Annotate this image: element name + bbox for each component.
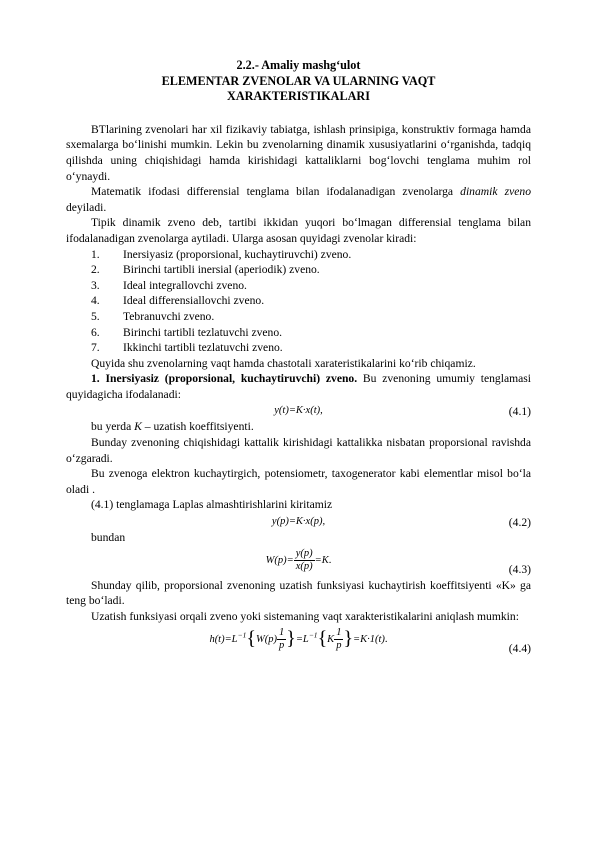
- paragraph-examples: Bu zvenoga elektron kuchaytirgich, potensiometr, taxogenerator kabi elementlar misol bo‘la oladi .: [66, 467, 531, 496]
- equation-4-3: [66, 546, 531, 578]
- paragraph-where: bu yerda K – uzatish koeffitsiyenti.: [91, 420, 254, 434]
- equation-formula: y(t)=K·x(t),: [274, 405, 323, 417]
- list-item: 6. Birinchi tartibli tezlatuvchi zveno.: [91, 325, 283, 339]
- list-item: 5. Tebranuvchi zveno.: [91, 309, 215, 323]
- heading-line-3: XARAKTERISTIKALARI: [227, 89, 370, 104]
- equation-4-1: [66, 402, 531, 419]
- zveno-list: [66, 247, 531, 356]
- equation-formula: W(p)= $\frac{y(p)}{x(p)}$ =K.: [265, 547, 332, 572]
- equation-number: (4.4): [508, 642, 531, 656]
- equation-number: (4.1): [508, 405, 531, 419]
- paragraph-laplace: (4.1) tenglamaga Laplas almashtirishlarini kiritamiz: [91, 498, 333, 512]
- equation-4-4: [66, 624, 531, 660]
- paragraph-section-1: 1. Inersiyasiz (proporsional, kuchaytiruvchi) zveno. Bu zvenoning umumiy tenglamasi quyidagicha ifodalanadi:: [66, 372, 531, 401]
- list-item: 3. Ideal integrallovchi zveno.: [91, 278, 247, 292]
- paragraph-conclusion: Shunday qilib, proporsional zvenoning uzatish funksiyasi kuchaytirish koeffitsiyenti «K» ga teng bo‘ladi.: [66, 578, 531, 608]
- section-heading: [66, 58, 531, 105]
- document-page: [66, 58, 531, 660]
- paragraph-typical: Tipik dinamik zveno deb, tartibi ikkidan yuqori bo‘lmagan differensial tenglama bilan ifodalanadigan zvenolarga aytiladi. Ularga asosan quyidagi zvenolar kiradi:: [66, 216, 531, 245]
- equation-formula: y(p)=K·x(p),: [271, 516, 326, 528]
- equation-formula: $h(t)=L^{-1}\{W(p)$ $\frac{1}{p}$ }$=L^{-1}\{K$ $\frac{1}{p}$ }=K·1(t).: [209, 627, 388, 652]
- equation-4-2: [66, 513, 531, 530]
- paragraph-intro: BTlarining zvenolari har xil fizikaviy tabiatga, ishlash prinsipiga, konstruktiv formaga hamda sxemalarga bo‘linishi mumkin. Lekin bu zvenolarning dinamik xususiyatlarini o‘rganishda, tadqiq qilishda uning chiqishidagi hamda kirishidagi kattaliklarni bog‘lovchi tenglama muhim rol o‘ynaydi.: [66, 122, 531, 183]
- equation-number: (4.3): [508, 562, 531, 576]
- equation-number: (4.2): [508, 516, 531, 530]
- paragraph-time-characteristics: Uzatish funksiyasi orqali zveno yoki sistemaning vaqt xarakteristikalarini aniqlash mumkin:: [91, 609, 519, 623]
- paragraph-overview: Quyida shu zvenolarning vaqt hamda chastotali xarateristikalarini ko‘rib chiqamiz.: [91, 356, 476, 370]
- list-item: 7. Ikkinchi tartibli tezlatuvchi zveno.: [91, 341, 283, 355]
- paragraph-proportional: Bunday zvenoning chiqishidagi kattalik kirishidagi kattalikka nisbatan proporsional ravishda o‘zgaradi.: [66, 436, 531, 465]
- paragraph-definition: Matematik ifodasi differensial tenglama bilan ifodalanadigan zvenolarga dinamik zveno deyiladi.: [66, 185, 531, 214]
- list-item: 2. Birinchi tartibli inersial (aperiodik) zveno.: [91, 263, 320, 277]
- paragraph-hence: bundan: [91, 531, 126, 545]
- list-item: 4. Ideal differensiallovchi zveno.: [91, 294, 265, 308]
- list-item: 1. Inersiyasiz (proporsional, kuchaytiruvchi) zveno.: [91, 247, 352, 261]
- heading-line-2: ELEMENTAR ZVENOLAR VA ULARNING VAQT: [161, 73, 436, 88]
- heading-line-1: 2.2.- Amaliy mashg‘ulot: [236, 58, 361, 72]
